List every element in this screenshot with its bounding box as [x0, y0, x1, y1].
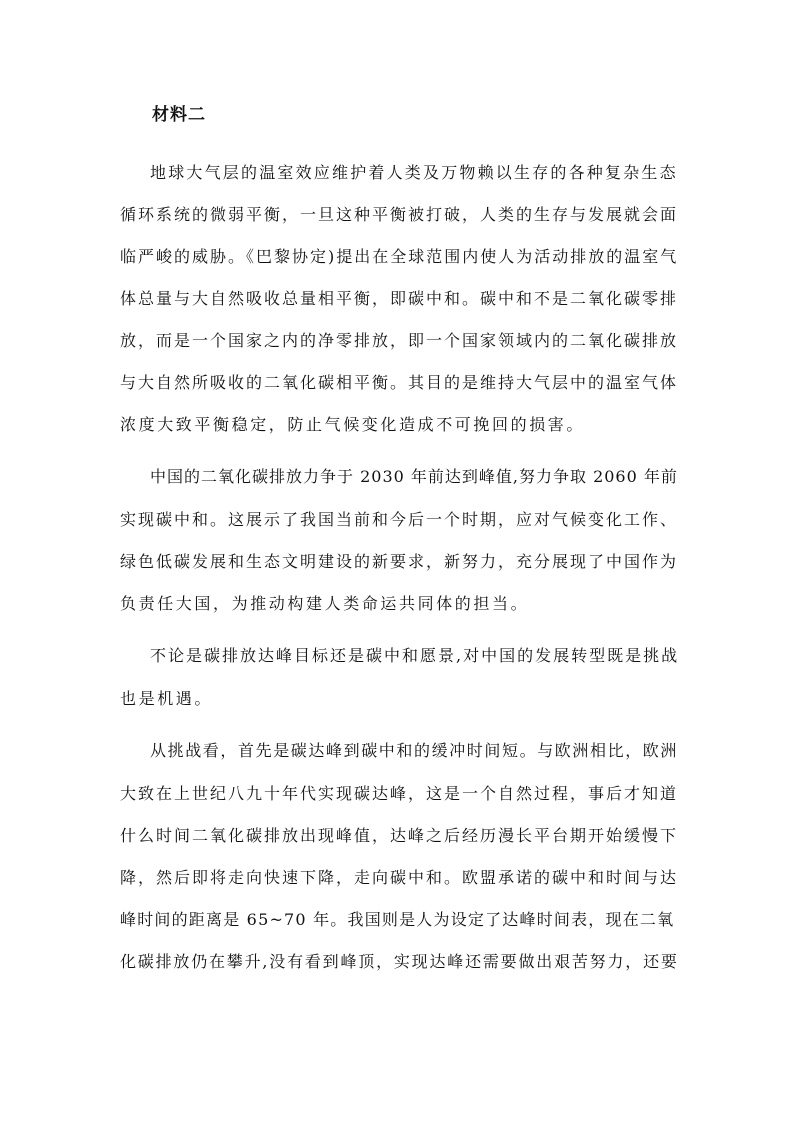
paragraph-1-line-1: 地球大气层的温室效应维护着人类及万物赖以生存的各种复杂生态: [150, 163, 678, 182]
paragraph-1-line-2: 循环系统的微弱平衡，一旦这种平衡被打破，人类的生存与发展就会面: [120, 205, 679, 224]
paragraph-4-line-5: 峰时间的距离是 65~70 年。我国则是人为设定了达峰时间表，现在二氧: [120, 910, 675, 929]
paragraph-3-line-1: 不论是碳排放达峰目标还是碳中和愿景,对中国的发展转型既是挑战: [150, 646, 680, 665]
paragraph-2-line-2: 实现碳中和。这展示了我国当前和今后一个时期，应对气候变化工作、: [120, 510, 679, 529]
section-heading: 材料二: [152, 105, 206, 125]
paragraph-1-line-6: 与大自然所吸收的二氧化碳相平衡。其目的是维持大气层中的温室气体: [120, 373, 679, 392]
paragraph-1-line-5: 放，而是一个国家之内的净零排放，即一个国家领域内的二氧化碳排放: [120, 331, 679, 350]
paragraph-1-line-7: 浓度大致平衡稳定，防止气候变化造成不可挽回的损害。: [120, 415, 586, 434]
paragraph-1-line-3: 临严峻的威胁。《巴黎协定)提出在全球范围内使人为活动排放的温室气: [120, 247, 679, 266]
paragraph-2-line-1: 中国的二氧化碳排放力争于 2030 年前达到峰值,努力争取 2060 年前: [150, 467, 678, 486]
paragraph-2-line-3: 绿色低碳发展和生态文明建设的新要求，新努力，充分展现了中国作为: [120, 552, 679, 571]
paragraph-4-line-4: 降，然后即将走向快速下降，走向碳中和。欧盟承诺的碳中和时间与达: [120, 868, 679, 887]
paragraph-2-line-4: 负责任大国，为推动构建人类命运共同体的担当。: [120, 594, 530, 613]
paragraph-4-line-2: 大致在上世纪八九十年代实现碳达峰，这是一个自然过程，事后才知道: [120, 784, 679, 803]
paragraph-1-line-4: 体总量与大自然吸收总量相平衡，即碳中和。碳中和不是二氧化碳零排: [120, 289, 679, 308]
paragraph-3-line-2: 也是机遇。: [120, 689, 214, 708]
paragraph-4-line-3: 什么时间二氧化碳排放出现峰值，达峰之后经历漫长平台期开始缓慢下: [120, 826, 679, 845]
paragraph-4-line-6: 化碳排放仍在攀升,没有看到峰顶，实现达峰还需要做出艰苦努力，还要: [120, 952, 679, 971]
paragraph-4-line-1: 从挑战看，首先是碳达峰到碳中和的缓冲时间短。与欧洲相比，欧洲: [150, 741, 679, 760]
